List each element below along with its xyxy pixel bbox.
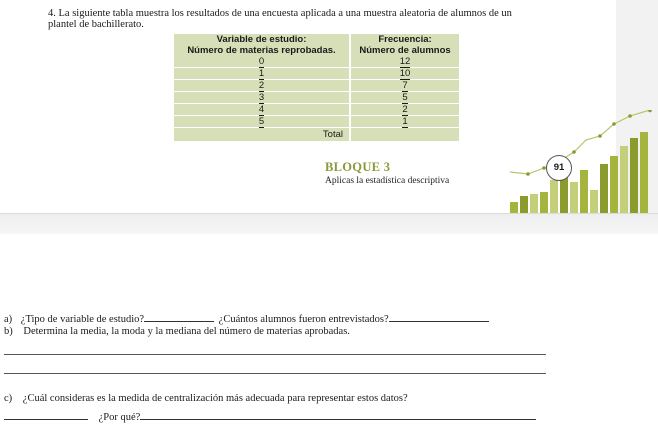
cell-materias: 5 [258,115,265,127]
exercise-b-label: b) [4,326,13,337]
header-frecuencia: Frecuencia: [350,34,459,45]
total-label: Total [322,128,343,140]
answer-line-b1[interactable] [4,354,546,355]
exercise-a [4,311,489,325]
exercise-c [4,393,408,404]
exercise-a-label: a) [4,314,13,325]
exercise-c-question: ¿Cuál consideras es la medida de centralización más adecuada para representar estos datos? [22,393,408,404]
exercise-b-question: Determina la media, la moda y la mediana del número de materias aprobadas. [23,326,350,337]
bloque-title: BLOQUE 3 [325,160,391,174]
answer-blank-c1[interactable] [4,409,88,420]
cell-materias: 2 [258,79,265,91]
exercise-a-question1: ¿Tipo de variable de estudio? [20,314,145,325]
exercise-a-question2: ¿Cuántos alumnos fueron entrevistados? [218,314,389,325]
cell-materias: 3 [258,91,265,103]
question-line1: La siguiente tabla muestra los resultados de una encuesta aplicada a una muestra aleatoria de alumnos de un [58,8,512,19]
cell-alumnos: 12 [399,55,411,67]
question-number: 4. [48,8,56,19]
cell-alumnos: 1 [402,115,408,127]
page-number-badge: 91 [546,155,572,181]
question-line2: plantel de bachillerato. [48,19,144,30]
answer-blank-a2[interactable] [389,311,489,322]
cell-materias: 0 [258,55,265,67]
cell-alumnos: 10 [399,67,411,79]
cell-alumnos: 2 [402,103,408,115]
answer-line-b2[interactable] [4,373,546,374]
cell-materias: 4 [258,103,265,115]
exercise-c-why [4,409,536,423]
cell-materias: 1 [258,67,265,79]
exercise-c-label: c) [4,393,13,404]
bloque-subtitle: Aplicas la estadística descriptiva [325,176,450,186]
header-alumnos: Número de alumnos [350,45,459,56]
header-materias: Número de materias reprobadas. [187,45,336,56]
exercise-c-por-que: ¿Por qué? [98,412,141,423]
answer-blank-c2[interactable] [140,409,536,420]
exercise-b [4,326,350,337]
cell-alumnos: 5 [402,91,408,103]
header-variable: Variable de estudio: [216,34,307,45]
cell-alumnos: 7 [402,79,408,91]
answer-blank-a1[interactable] [144,311,214,322]
